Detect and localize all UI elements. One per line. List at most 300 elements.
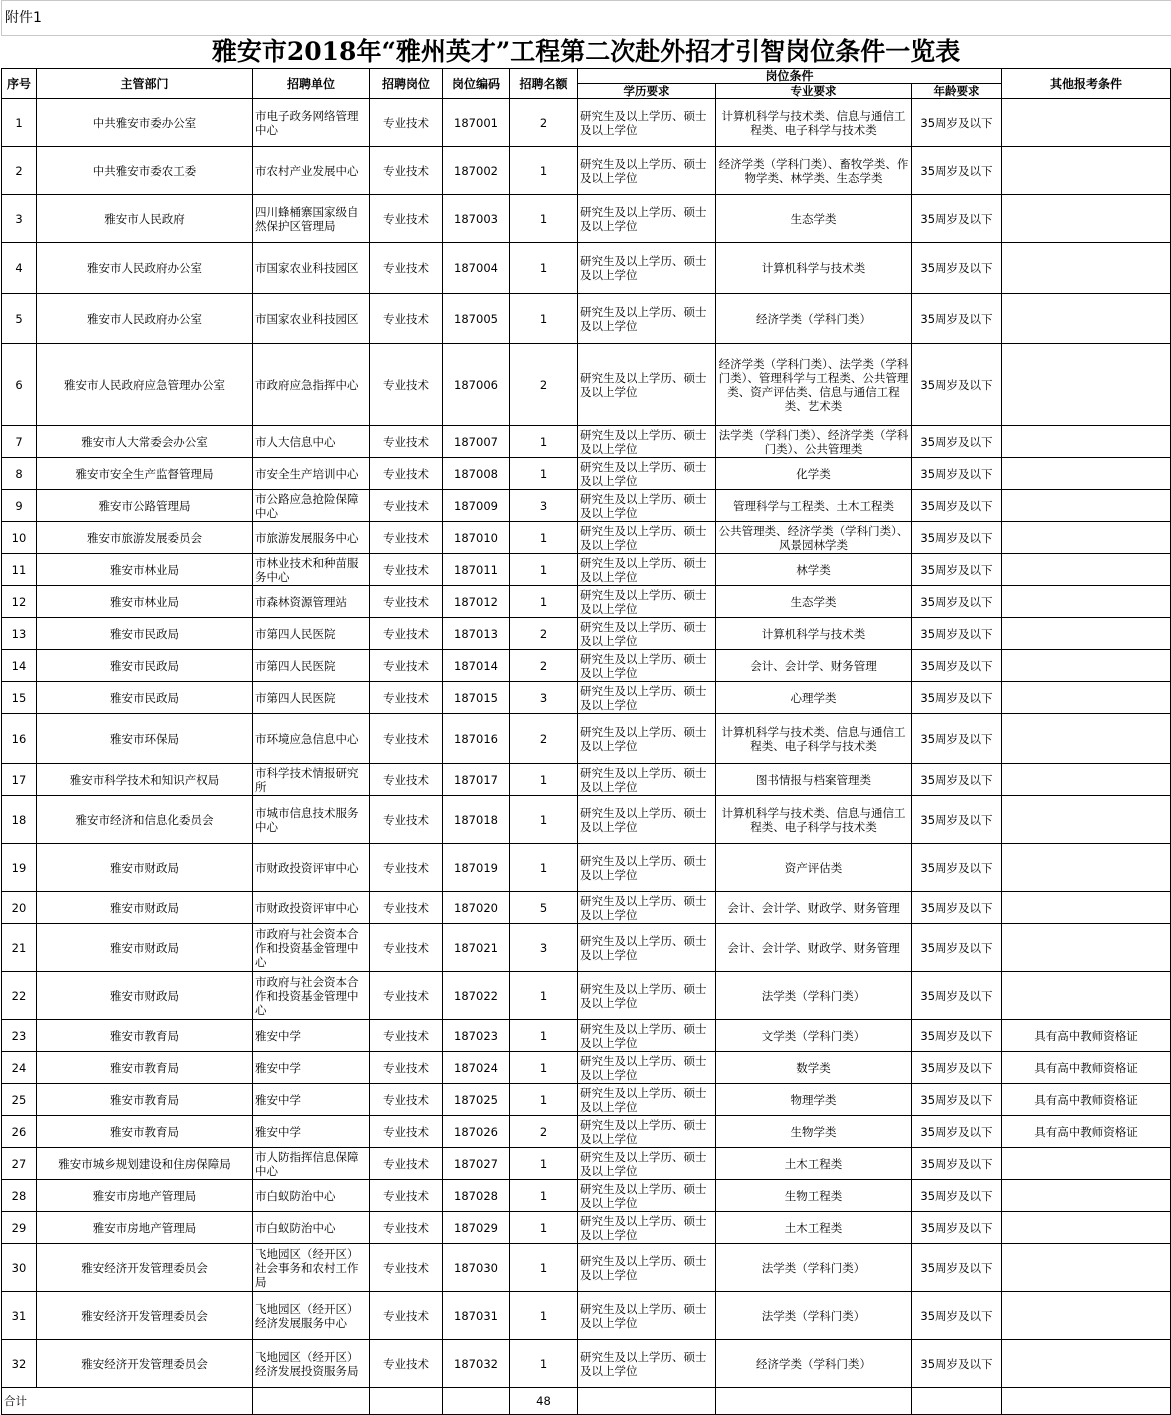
row-quota: 1 <box>510 426 578 458</box>
row-age: 35周岁及以下 <box>912 1052 1002 1084</box>
row-department: 雅安市人民政府应急管理办公室 <box>37 344 253 426</box>
row-index: 11 <box>2 554 37 586</box>
row-age: 35周岁及以下 <box>912 243 1002 294</box>
table-row <box>2 1148 1171 1180</box>
row-quota: 1 <box>510 1244 578 1292</box>
table-row <box>2 1212 1171 1244</box>
row-code: 187004 <box>443 243 510 294</box>
header-other: 其他报考条件 <box>1002 69 1171 99</box>
row-department: 雅安市人民政府 <box>37 195 253 243</box>
table-row <box>2 294 1171 344</box>
row-major: 生态学类 <box>716 195 912 243</box>
row-quota: 1 <box>510 522 578 554</box>
row-unit: 市林业技术和种苗服务中心 <box>253 554 370 586</box>
row-unit: 飞地园区（经开区）经济发展服务中心 <box>253 1292 370 1340</box>
table-row <box>2 844 1171 892</box>
row-education: 研究生及以上学历、硕士及以上学位 <box>578 243 716 294</box>
row-code: 187029 <box>443 1212 510 1244</box>
table-row <box>2 426 1171 458</box>
row-major: 会计、会计学、财务管理 <box>716 650 912 682</box>
row-code: 187028 <box>443 1180 510 1212</box>
row-index: 14 <box>2 650 37 682</box>
row-unit: 市政府应急指挥中心 <box>253 344 370 426</box>
row-other <box>1002 294 1171 344</box>
table-row <box>2 618 1171 650</box>
row-education: 研究生及以上学历、硕士及以上学位 <box>578 924 716 972</box>
row-education: 研究生及以上学历、硕士及以上学位 <box>578 99 716 147</box>
row-education: 研究生及以上学历、硕士及以上学位 <box>578 522 716 554</box>
row-age: 35周岁及以下 <box>912 458 1002 490</box>
row-position: 专业技术 <box>370 586 443 618</box>
row-quota: 1 <box>510 1180 578 1212</box>
row-code: 187010 <box>443 522 510 554</box>
row-department: 雅安市公路管理局 <box>37 490 253 522</box>
row-unit: 市政府与社会资本合作和投资基金管理中心 <box>253 924 370 972</box>
table-row <box>2 243 1171 294</box>
row-position: 专业技术 <box>370 618 443 650</box>
row-position: 专业技术 <box>370 764 443 796</box>
row-index: 30 <box>2 1244 37 1292</box>
row-education: 研究生及以上学历、硕士及以上学位 <box>578 892 716 924</box>
row-quota: 3 <box>510 924 578 972</box>
row-code: 187019 <box>443 844 510 892</box>
row-code: 187009 <box>443 490 510 522</box>
row-other <box>1002 586 1171 618</box>
row-other <box>1002 99 1171 147</box>
row-age: 35周岁及以下 <box>912 586 1002 618</box>
row-age: 35周岁及以下 <box>912 1292 1002 1340</box>
row-department: 雅安市科学技术和知识产权局 <box>37 764 253 796</box>
row-education: 研究生及以上学历、硕士及以上学位 <box>578 1020 716 1052</box>
header-code: 岗位编码 <box>443 69 510 99</box>
row-position: 专业技术 <box>370 1292 443 1340</box>
row-index: 28 <box>2 1180 37 1212</box>
row-unit: 雅安中学 <box>253 1020 370 1052</box>
row-major: 会计、会计学、财政学、财务管理 <box>716 892 912 924</box>
row-department: 雅安市民政局 <box>37 650 253 682</box>
table-row <box>2 99 1171 147</box>
table-row <box>2 764 1171 796</box>
header-unit: 招聘单位 <box>253 69 370 99</box>
table-row <box>2 972 1171 1020</box>
row-other <box>1002 844 1171 892</box>
row-other <box>1002 522 1171 554</box>
row-age: 35周岁及以下 <box>912 1180 1002 1212</box>
row-department: 雅安市人大常委会办公室 <box>37 426 253 458</box>
row-position: 专业技术 <box>370 294 443 344</box>
row-department: 雅安市安全生产监督管理局 <box>37 458 253 490</box>
row-age: 35周岁及以下 <box>912 972 1002 1020</box>
row-education: 研究生及以上学历、硕士及以上学位 <box>578 458 716 490</box>
row-department: 雅安市民政局 <box>37 618 253 650</box>
row-quota: 1 <box>510 1084 578 1116</box>
row-index: 19 <box>2 844 37 892</box>
row-position: 专业技术 <box>370 99 443 147</box>
row-code: 187001 <box>443 99 510 147</box>
row-unit: 市第四人民医院 <box>253 618 370 650</box>
row-position: 专业技术 <box>370 924 443 972</box>
row-age: 35周岁及以下 <box>912 522 1002 554</box>
row-department: 雅安市林业局 <box>37 586 253 618</box>
row-major: 计算机科学与技术类 <box>716 618 912 650</box>
row-quota: 2 <box>510 1116 578 1148</box>
table-row <box>2 1052 1171 1084</box>
row-major: 生物学类 <box>716 1116 912 1148</box>
row-education: 研究生及以上学历、硕士及以上学位 <box>578 195 716 243</box>
table-row <box>2 554 1171 586</box>
row-quota: 1 <box>510 1148 578 1180</box>
row-education: 研究生及以上学历、硕士及以上学位 <box>578 426 716 458</box>
row-unit: 市人大信息中心 <box>253 426 370 458</box>
row-major: 土木工程类 <box>716 1148 912 1180</box>
total-blank <box>1002 1388 1171 1415</box>
row-education: 研究生及以上学历、硕士及以上学位 <box>578 1180 716 1212</box>
row-quota: 2 <box>510 714 578 764</box>
table-row <box>2 682 1171 714</box>
row-index: 2 <box>2 147 37 195</box>
row-age: 35周岁及以下 <box>912 844 1002 892</box>
row-education: 研究生及以上学历、硕士及以上学位 <box>578 554 716 586</box>
row-index: 32 <box>2 1340 37 1388</box>
row-index: 23 <box>2 1020 37 1052</box>
row-age: 35周岁及以下 <box>912 294 1002 344</box>
row-code: 187011 <box>443 554 510 586</box>
header-education: 学历要求 <box>578 84 716 99</box>
row-other <box>1002 1340 1171 1388</box>
row-major: 经济学类（学科门类）、法学类（学科门类）、管理科学与工程类、公共管理类、资产评估类、信息与通信工程类、艺术类 <box>716 344 912 426</box>
row-education: 研究生及以上学历、硕士及以上学位 <box>578 796 716 844</box>
row-quota: 2 <box>510 99 578 147</box>
row-department: 雅安市财政局 <box>37 924 253 972</box>
row-age: 35周岁及以下 <box>912 344 1002 426</box>
row-quota: 1 <box>510 1052 578 1084</box>
row-code: 187016 <box>443 714 510 764</box>
recruitment-table <box>1 0 1171 1415</box>
row-position: 专业技术 <box>370 1340 443 1388</box>
row-position: 专业技术 <box>370 682 443 714</box>
row-index: 15 <box>2 682 37 714</box>
row-index: 25 <box>2 1084 37 1116</box>
row-unit: 市城市信息技术服务中心 <box>253 796 370 844</box>
row-code: 187026 <box>443 1116 510 1148</box>
row-quota: 1 <box>510 796 578 844</box>
row-department: 雅安经济开发管理委员会 <box>37 1292 253 1340</box>
table-row <box>2 1020 1171 1052</box>
header-quota: 招聘名额 <box>510 69 578 99</box>
row-major: 物理学类 <box>716 1084 912 1116</box>
table-row <box>2 344 1171 426</box>
row-major: 法学类（学科门类） <box>716 1292 912 1340</box>
row-index: 22 <box>2 972 37 1020</box>
row-department: 雅安市教育局 <box>37 1020 253 1052</box>
header-department: 主管部门 <box>37 69 253 99</box>
row-unit: 市第四人民医院 <box>253 682 370 714</box>
row-unit: 市旅游发展服务中心 <box>253 522 370 554</box>
row-other: 具有高中教师资格证 <box>1002 1116 1171 1148</box>
row-index: 8 <box>2 458 37 490</box>
row-education: 研究生及以上学历、硕士及以上学位 <box>578 844 716 892</box>
row-unit: 雅安中学 <box>253 1116 370 1148</box>
row-education: 研究生及以上学历、硕士及以上学位 <box>578 294 716 344</box>
row-department: 中共雅安市委农工委 <box>37 147 253 195</box>
row-unit: 市安全生产培训中心 <box>253 458 370 490</box>
row-index: 13 <box>2 618 37 650</box>
row-code: 187012 <box>443 586 510 618</box>
row-code: 187002 <box>443 147 510 195</box>
row-unit: 市公路应急抢险保障中心 <box>253 490 370 522</box>
row-index: 29 <box>2 1212 37 1244</box>
row-unit: 市国家农业科技园区 <box>253 294 370 344</box>
row-age: 35周岁及以下 <box>912 714 1002 764</box>
row-quota: 1 <box>510 1020 578 1052</box>
row-department: 雅安市人民政府办公室 <box>37 294 253 344</box>
row-quota: 1 <box>510 294 578 344</box>
page-title: 雅安市2018年“雅州英才”工程第二次赴外招才引智岗位条件一览表 <box>2 36 1171 69</box>
table-row <box>2 1116 1171 1148</box>
header-major: 专业要求 <box>716 84 912 99</box>
row-index: 7 <box>2 426 37 458</box>
row-age: 35周岁及以下 <box>912 924 1002 972</box>
row-other: 具有高中教师资格证 <box>1002 1052 1171 1084</box>
row-position: 专业技术 <box>370 554 443 586</box>
row-quota: 1 <box>510 764 578 796</box>
table-row <box>2 522 1171 554</box>
row-code: 187017 <box>443 764 510 796</box>
row-education: 研究生及以上学历、硕士及以上学位 <box>578 1340 716 1388</box>
row-unit: 市森林资源管理站 <box>253 586 370 618</box>
table-row <box>2 490 1171 522</box>
row-quota: 1 <box>510 1340 578 1388</box>
row-education: 研究生及以上学历、硕士及以上学位 <box>578 586 716 618</box>
row-code: 187032 <box>443 1340 510 1388</box>
header-conditions: 岗位条件 <box>578 69 1002 84</box>
row-major: 计算机科学与技术类、信息与通信工程类、电子科学与技术类 <box>716 99 912 147</box>
row-code: 187024 <box>443 1052 510 1084</box>
row-other <box>1002 1148 1171 1180</box>
row-education: 研究生及以上学历、硕士及以上学位 <box>578 1292 716 1340</box>
row-quota: 2 <box>510 344 578 426</box>
row-major: 经济学类（学科门类）、畜牧学类、作物学类、林学类、生态学类 <box>716 147 912 195</box>
row-department: 雅安市经济和信息化委员会 <box>37 796 253 844</box>
row-code: 187007 <box>443 426 510 458</box>
row-major: 法学类（学科门类）、经济学类（学科门类）、公共管理类 <box>716 426 912 458</box>
row-quota: 1 <box>510 554 578 586</box>
row-education: 研究生及以上学历、硕士及以上学位 <box>578 1148 716 1180</box>
total-blank <box>912 1388 1002 1415</box>
row-position: 专业技术 <box>370 796 443 844</box>
row-unit: 市财政投资评审中心 <box>253 892 370 924</box>
row-other <box>1002 796 1171 844</box>
row-position: 专业技术 <box>370 892 443 924</box>
row-code: 187020 <box>443 892 510 924</box>
row-age: 35周岁及以下 <box>912 147 1002 195</box>
row-other <box>1002 892 1171 924</box>
row-age: 35周岁及以下 <box>912 426 1002 458</box>
row-major: 公共管理类、经济学类（学科门类）、风景园林学类 <box>716 522 912 554</box>
row-position: 专业技术 <box>370 1244 443 1292</box>
row-unit: 市政府与社会资本合作和投资基金管理中心 <box>253 972 370 1020</box>
row-age: 35周岁及以下 <box>912 682 1002 714</box>
table-row <box>2 458 1171 490</box>
row-other <box>1002 1244 1171 1292</box>
total-blank <box>578 1388 716 1415</box>
row-position: 专业技术 <box>370 195 443 243</box>
row-education: 研究生及以上学历、硕士及以上学位 <box>578 1116 716 1148</box>
row-age: 35周岁及以下 <box>912 650 1002 682</box>
row-quota: 5 <box>510 892 578 924</box>
row-age: 35周岁及以下 <box>912 796 1002 844</box>
row-education: 研究生及以上学历、硕士及以上学位 <box>578 1244 716 1292</box>
row-major: 法学类（学科门类） <box>716 1244 912 1292</box>
row-position: 专业技术 <box>370 1116 443 1148</box>
row-department: 雅安市房地产管理局 <box>37 1180 253 1212</box>
row-position: 专业技术 <box>370 1020 443 1052</box>
row-index: 10 <box>2 522 37 554</box>
row-age: 35周岁及以下 <box>912 490 1002 522</box>
row-quota: 1 <box>510 1212 578 1244</box>
row-unit: 雅安中学 <box>253 1052 370 1084</box>
row-index: 18 <box>2 796 37 844</box>
row-department: 雅安市财政局 <box>37 972 253 1020</box>
row-other <box>1002 924 1171 972</box>
header-position: 招聘岗位 <box>370 69 443 99</box>
row-index: 24 <box>2 1052 37 1084</box>
row-other <box>1002 1292 1171 1340</box>
row-position: 专业技术 <box>370 1052 443 1084</box>
row-age: 35周岁及以下 <box>912 1116 1002 1148</box>
row-code: 187030 <box>443 1244 510 1292</box>
row-education: 研究生及以上学历、硕士及以上学位 <box>578 1084 716 1116</box>
row-position: 专业技术 <box>370 243 443 294</box>
row-quota: 1 <box>510 1292 578 1340</box>
row-department: 雅安市城乡规划建设和住房保障局 <box>37 1148 253 1180</box>
row-education: 研究生及以上学历、硕士及以上学位 <box>578 764 716 796</box>
row-education: 研究生及以上学历、硕士及以上学位 <box>578 972 716 1020</box>
table-row <box>2 714 1171 764</box>
row-education: 研究生及以上学历、硕士及以上学位 <box>578 490 716 522</box>
row-position: 专业技术 <box>370 490 443 522</box>
row-department: 雅安市旅游发展委员会 <box>37 522 253 554</box>
row-department: 雅安市环保局 <box>37 714 253 764</box>
row-education: 研究生及以上学历、硕士及以上学位 <box>578 1212 716 1244</box>
row-quota: 1 <box>510 972 578 1020</box>
row-index: 4 <box>2 243 37 294</box>
table-row <box>2 892 1171 924</box>
row-other <box>1002 458 1171 490</box>
row-position: 专业技术 <box>370 1148 443 1180</box>
row-unit: 飞地园区（经开区）社会事务和农村工作局 <box>253 1244 370 1292</box>
row-unit: 市环境应急信息中心 <box>253 714 370 764</box>
row-department: 雅安市房地产管理局 <box>37 1212 253 1244</box>
row-unit: 市人防指挥信息保障中心 <box>253 1148 370 1180</box>
header-age: 年龄要求 <box>912 84 1002 99</box>
table-row <box>2 924 1171 972</box>
row-other <box>1002 714 1171 764</box>
row-code: 187006 <box>443 344 510 426</box>
row-unit: 市第四人民医院 <box>253 650 370 682</box>
row-age: 35周岁及以下 <box>912 195 1002 243</box>
row-unit: 市科学技术情报研究所 <box>253 764 370 796</box>
row-code: 187025 <box>443 1084 510 1116</box>
row-position: 专业技术 <box>370 844 443 892</box>
row-other: 具有高中教师资格证 <box>1002 1084 1171 1116</box>
row-quota: 3 <box>510 682 578 714</box>
row-unit: 市财政投资评审中心 <box>253 844 370 892</box>
row-age: 35周岁及以下 <box>912 99 1002 147</box>
row-position: 专业技术 <box>370 972 443 1020</box>
row-position: 专业技术 <box>370 1084 443 1116</box>
row-other <box>1002 344 1171 426</box>
row-department: 雅安市财政局 <box>37 844 253 892</box>
row-major: 资产评估类 <box>716 844 912 892</box>
row-index: 3 <box>2 195 37 243</box>
row-position: 专业技术 <box>370 426 443 458</box>
row-unit: 市白蚁防治中心 <box>253 1212 370 1244</box>
row-major: 计算机科学与技术类 <box>716 243 912 294</box>
row-age: 35周岁及以下 <box>912 892 1002 924</box>
row-index: 16 <box>2 714 37 764</box>
row-department: 雅安市财政局 <box>37 892 253 924</box>
row-age: 35周岁及以下 <box>912 1148 1002 1180</box>
row-education: 研究生及以上学历、硕士及以上学位 <box>578 344 716 426</box>
row-major: 计算机科学与技术类、信息与通信工程类、电子科学与技术类 <box>716 714 912 764</box>
row-age: 35周岁及以下 <box>912 1340 1002 1388</box>
row-other <box>1002 972 1171 1020</box>
row-position: 专业技术 <box>370 458 443 490</box>
row-department: 雅安经济开发管理委员会 <box>37 1340 253 1388</box>
row-department: 雅安市教育局 <box>37 1052 253 1084</box>
row-other <box>1002 618 1171 650</box>
row-code: 187003 <box>443 195 510 243</box>
row-index: 5 <box>2 294 37 344</box>
table-row <box>2 1244 1171 1292</box>
row-department: 雅安经济开发管理委员会 <box>37 1244 253 1292</box>
row-code: 187027 <box>443 1148 510 1180</box>
total-blank <box>370 1388 443 1415</box>
table-row <box>2 1084 1171 1116</box>
row-age: 35周岁及以下 <box>912 1084 1002 1116</box>
row-quota: 3 <box>510 490 578 522</box>
attachment-label: 附件1 <box>2 1 1171 36</box>
row-other <box>1002 554 1171 586</box>
row-code: 187015 <box>443 682 510 714</box>
table-row <box>2 1292 1171 1340</box>
row-age: 35周岁及以下 <box>912 1212 1002 1244</box>
row-unit: 市电子政务网络管理中心 <box>253 99 370 147</box>
row-index: 9 <box>2 490 37 522</box>
row-code: 187005 <box>443 294 510 344</box>
row-department: 雅安市教育局 <box>37 1116 253 1148</box>
row-index: 17 <box>2 764 37 796</box>
row-unit: 市白蚁防治中心 <box>253 1180 370 1212</box>
row-major: 管理科学与工程类、土木工程类 <box>716 490 912 522</box>
table-row <box>2 586 1171 618</box>
total-blank <box>716 1388 912 1415</box>
total-blank <box>253 1388 370 1415</box>
row-other <box>1002 1180 1171 1212</box>
row-education: 研究生及以上学历、硕士及以上学位 <box>578 618 716 650</box>
row-position: 专业技术 <box>370 147 443 195</box>
row-quota: 1 <box>510 243 578 294</box>
row-major: 生态学类 <box>716 586 912 618</box>
table-row <box>2 1180 1171 1212</box>
row-major: 法学类（学科门类） <box>716 972 912 1020</box>
row-index: 27 <box>2 1148 37 1180</box>
row-major: 会计、会计学、财政学、财务管理 <box>716 924 912 972</box>
row-index: 26 <box>2 1116 37 1148</box>
row-index: 1 <box>2 99 37 147</box>
row-other <box>1002 195 1171 243</box>
